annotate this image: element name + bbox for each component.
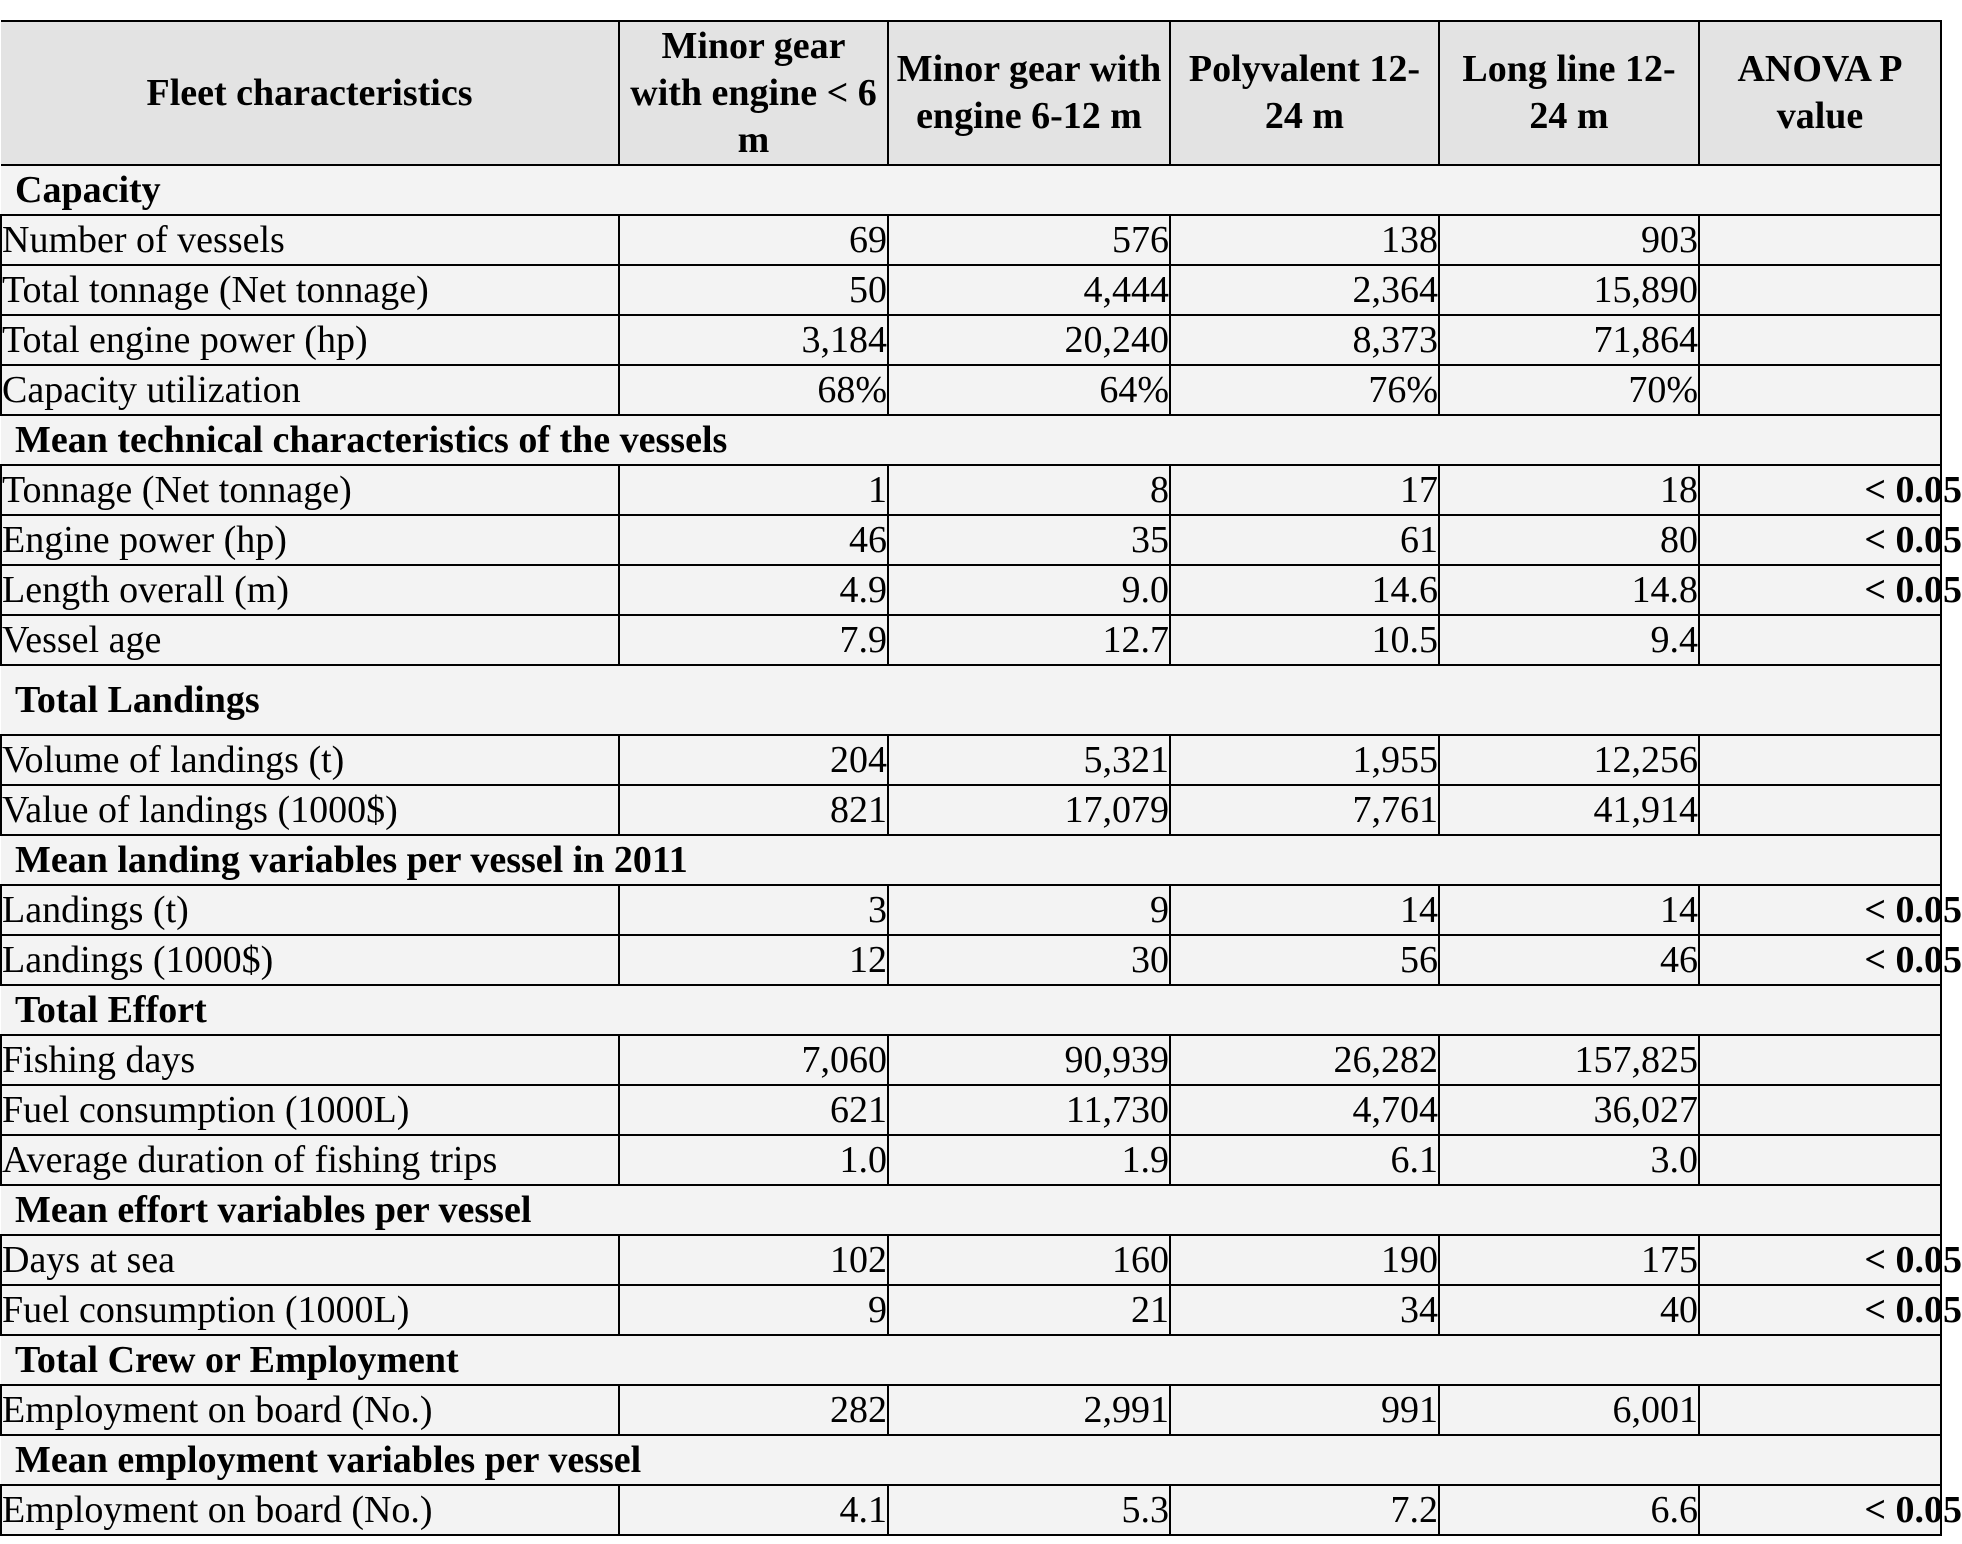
cell-polyvalent-12-24m: 14.6 <box>1170 565 1439 615</box>
cell-anova-p-value <box>1699 1235 1962 1285</box>
header-long-line-12-24m: Long line 12-24 m <box>1439 21 1699 165</box>
cell-long-line-12-24m: 14 <box>1439 885 1699 935</box>
header-minor-gear-6-12m: Minor gear with engine 6-12 m <box>888 21 1170 165</box>
cell-anova-p-value <box>1699 465 1962 515</box>
fleet-characteristics-table <box>0 20 1962 1536</box>
section-header-row <box>1 985 1941 1035</box>
cell-anova-p-value <box>1699 885 1962 935</box>
table-body <box>1 165 1962 1535</box>
table-row <box>1 1285 1941 1335</box>
cell-minor-gear-under-6m: 1 <box>619 465 888 515</box>
row-label: Employment on board (No.) <box>1 1485 619 1535</box>
cell-minor-gear-under-6m: 204 <box>619 735 888 785</box>
cell-minor-gear-under-6m: 4.1 <box>619 1485 888 1535</box>
cell-anova-p-value <box>1699 565 1962 615</box>
row-label: Value of landings (1000$) <box>1 785 619 835</box>
table-row <box>1 935 1941 985</box>
table-row <box>1 1485 1941 1535</box>
cell-anova-p-value <box>1699 1385 1941 1435</box>
table-row <box>1 465 1941 515</box>
table-row <box>1 365 1941 415</box>
cell-anova-p-value <box>1699 215 1941 265</box>
cell-minor-gear-under-6m: 7.9 <box>619 615 888 665</box>
cell-polyvalent-12-24m: 7,761 <box>1170 785 1439 835</box>
section-title: Total Effort <box>1 985 1941 1035</box>
section-title: Total Crew or Employment <box>1 1335 1941 1385</box>
section-title: Total Landings <box>1 665 1941 735</box>
table-row <box>1 615 1941 665</box>
table-row <box>1 515 1941 565</box>
table-row <box>1 1085 1941 1135</box>
cell-minor-gear-under-6m: 102 <box>619 1235 888 1285</box>
cell-minor-gear-6-12m: 576 <box>888 215 1170 265</box>
cell-minor-gear-under-6m: 46 <box>619 515 888 565</box>
cell-polyvalent-12-24m: 190 <box>1170 1235 1439 1285</box>
header-minor-gear-under-6m: Minor gear with engine < 6 m <box>619 21 888 165</box>
table-row <box>1 735 1941 785</box>
row-label: Employment on board (No.) <box>1 1385 619 1435</box>
p-value-text: < 0.05 <box>1864 519 1962 561</box>
table-row <box>1 265 1941 315</box>
cell-minor-gear-6-12m: 17,079 <box>888 785 1170 835</box>
cell-long-line-12-24m: 46 <box>1439 935 1699 985</box>
row-label: Tonnage (Net tonnage) <box>1 465 619 515</box>
cell-anova-p-value <box>1699 515 1962 565</box>
header-polyvalent-12-24m: Polyvalent 12-24 m <box>1170 21 1439 165</box>
cell-minor-gear-6-12m: 12.7 <box>888 615 1170 665</box>
table-row <box>1 565 1941 615</box>
cell-anova-p-value <box>1699 315 1941 365</box>
cell-polyvalent-12-24m: 56 <box>1170 935 1439 985</box>
cell-long-line-12-24m: 70% <box>1439 365 1699 415</box>
cell-polyvalent-12-24m: 6.1 <box>1170 1135 1439 1185</box>
p-value-text: < 0.05 <box>1864 569 1962 611</box>
cell-long-line-12-24m: 6.6 <box>1439 1485 1699 1535</box>
cell-long-line-12-24m: 6,001 <box>1439 1385 1699 1435</box>
cell-minor-gear-6-12m: 5.3 <box>888 1485 1170 1535</box>
row-label: Average duration of fishing trips <box>1 1135 619 1185</box>
cell-anova-p-value <box>1699 935 1962 985</box>
table-header-row <box>1 21 1941 165</box>
cell-polyvalent-12-24m: 17 <box>1170 465 1439 515</box>
cell-anova-p-value <box>1699 1135 1941 1185</box>
cell-long-line-12-24m: 3.0 <box>1439 1135 1699 1185</box>
cell-anova-p-value <box>1699 615 1941 665</box>
cell-minor-gear-under-6m: 68% <box>619 365 888 415</box>
header-fleet-characteristics: Fleet characteristics <box>1 21 619 165</box>
row-label: Total engine power (hp) <box>1 315 619 365</box>
cell-anova-p-value <box>1699 785 1941 835</box>
cell-polyvalent-12-24m: 991 <box>1170 1385 1439 1435</box>
row-label: Length overall (m) <box>1 565 619 615</box>
row-label: Landings (1000$) <box>1 935 619 985</box>
row-label: Number of vessels <box>1 215 619 265</box>
cell-long-line-12-24m: 41,914 <box>1439 785 1699 835</box>
table-row <box>1 315 1941 365</box>
cell-polyvalent-12-24m: 4,704 <box>1170 1085 1439 1135</box>
p-value-text: < 0.05 <box>1864 1289 1962 1331</box>
p-value-text: < 0.05 <box>1864 889 1962 931</box>
cell-minor-gear-under-6m: 3 <box>619 885 888 935</box>
section-header-row <box>1 665 1941 735</box>
row-label: Volume of landings (t) <box>1 735 619 785</box>
cell-long-line-12-24m: 40 <box>1439 1285 1699 1335</box>
cell-anova-p-value <box>1699 1035 1941 1085</box>
p-value-text: < 0.05 <box>1864 1239 1962 1281</box>
cell-long-line-12-24m: 14.8 <box>1439 565 1699 615</box>
cell-minor-gear-under-6m: 4.9 <box>619 565 888 615</box>
cell-minor-gear-6-12m: 2,991 <box>888 1385 1170 1435</box>
cell-long-line-12-24m: 36,027 <box>1439 1085 1699 1135</box>
p-value-text: < 0.05 <box>1864 469 1962 511</box>
table-row <box>1 1385 1941 1435</box>
cell-minor-gear-under-6m: 12 <box>619 935 888 985</box>
cell-minor-gear-6-12m: 160 <box>888 1235 1170 1285</box>
cell-polyvalent-12-24m: 61 <box>1170 515 1439 565</box>
cell-polyvalent-12-24m: 26,282 <box>1170 1035 1439 1085</box>
cell-minor-gear-6-12m: 21 <box>888 1285 1170 1335</box>
row-label: Total tonnage (Net tonnage) <box>1 265 619 315</box>
cell-minor-gear-under-6m: 7,060 <box>619 1035 888 1085</box>
section-title: Mean landing variables per vessel in 2011 <box>1 835 1941 885</box>
cell-minor-gear-6-12m: 1.9 <box>888 1135 1170 1185</box>
header-anova-p-value: ANOVA P value <box>1699 21 1941 165</box>
section-header-row <box>1 835 1941 885</box>
section-header-row <box>1 415 1941 465</box>
section-header-row <box>1 1435 1941 1485</box>
cell-long-line-12-24m: 12,256 <box>1439 735 1699 785</box>
cell-long-line-12-24m: 157,825 <box>1439 1035 1699 1085</box>
section-title: Mean employment variables per vessel <box>1 1435 1941 1485</box>
cell-long-line-12-24m: 903 <box>1439 215 1699 265</box>
cell-minor-gear-6-12m: 35 <box>888 515 1170 565</box>
cell-long-line-12-24m: 80 <box>1439 515 1699 565</box>
section-header-row <box>1 165 1941 215</box>
table-row <box>1 1235 1941 1285</box>
table-row <box>1 1035 1941 1085</box>
cell-minor-gear-6-12m: 64% <box>888 365 1170 415</box>
cell-minor-gear-6-12m: 8 <box>888 465 1170 515</box>
p-value-text: < 0.05 <box>1864 939 1962 981</box>
cell-polyvalent-12-24m: 2,364 <box>1170 265 1439 315</box>
cell-polyvalent-12-24m: 138 <box>1170 215 1439 265</box>
row-label: Days at sea <box>1 1235 619 1285</box>
cell-minor-gear-under-6m: 9 <box>619 1285 888 1335</box>
cell-minor-gear-6-12m: 90,939 <box>888 1035 1170 1085</box>
row-label: Landings (t) <box>1 885 619 935</box>
cell-long-line-12-24m: 175 <box>1439 1235 1699 1285</box>
row-label: Engine power (hp) <box>1 515 619 565</box>
cell-polyvalent-12-24m: 14 <box>1170 885 1439 935</box>
cell-minor-gear-under-6m: 1.0 <box>619 1135 888 1185</box>
section-header-row <box>1 1335 1941 1385</box>
cell-minor-gear-under-6m: 821 <box>619 785 888 835</box>
cell-minor-gear-under-6m: 69 <box>619 215 888 265</box>
cell-long-line-12-24m: 15,890 <box>1439 265 1699 315</box>
cell-polyvalent-12-24m: 10.5 <box>1170 615 1439 665</box>
section-header-row <box>1 1185 1941 1235</box>
row-label: Fishing days <box>1 1035 619 1085</box>
cell-minor-gear-6-12m: 30 <box>888 935 1170 985</box>
cell-minor-gear-6-12m: 4,444 <box>888 265 1170 315</box>
row-label: Fuel consumption (1000L) <box>1 1085 619 1135</box>
table-row <box>1 885 1941 935</box>
row-label: Vessel age <box>1 615 619 665</box>
cell-polyvalent-12-24m: 7.2 <box>1170 1485 1439 1535</box>
table-row <box>1 785 1941 835</box>
cell-minor-gear-6-12m: 20,240 <box>888 315 1170 365</box>
p-value-text: < 0.05 <box>1864 1489 1962 1531</box>
cell-anova-p-value <box>1699 735 1941 785</box>
section-title: Mean effort variables per vessel <box>1 1185 1941 1235</box>
row-label: Capacity utilization <box>1 365 619 415</box>
cell-anova-p-value <box>1699 1285 1962 1335</box>
cell-minor-gear-6-12m: 9 <box>888 885 1170 935</box>
cell-polyvalent-12-24m: 8,373 <box>1170 315 1439 365</box>
cell-minor-gear-under-6m: 3,184 <box>619 315 888 365</box>
cell-minor-gear-under-6m: 621 <box>619 1085 888 1135</box>
table-row <box>1 1135 1941 1185</box>
cell-minor-gear-6-12m: 5,321 <box>888 735 1170 785</box>
cell-anova-p-value <box>1699 365 1941 415</box>
cell-anova-p-value <box>1699 265 1941 315</box>
table-row <box>1 215 1941 265</box>
cell-polyvalent-12-24m: 1,955 <box>1170 735 1439 785</box>
cell-minor-gear-6-12m: 11,730 <box>888 1085 1170 1135</box>
cell-minor-gear-under-6m: 282 <box>619 1385 888 1435</box>
cell-anova-p-value <box>1699 1485 1962 1535</box>
cell-anova-p-value <box>1699 1085 1941 1135</box>
cell-polyvalent-12-24m: 76% <box>1170 365 1439 415</box>
section-title: Capacity <box>1 165 1941 215</box>
cell-long-line-12-24m: 9.4 <box>1439 615 1699 665</box>
section-title: Mean technical characteristics of the vessels <box>1 415 1941 465</box>
cell-long-line-12-24m: 71,864 <box>1439 315 1699 365</box>
row-label: Fuel consumption (1000L) <box>1 1285 619 1335</box>
cell-polyvalent-12-24m: 34 <box>1170 1285 1439 1335</box>
cell-long-line-12-24m: 18 <box>1439 465 1699 515</box>
cell-minor-gear-under-6m: 50 <box>619 265 888 315</box>
cell-minor-gear-6-12m: 9.0 <box>888 565 1170 615</box>
